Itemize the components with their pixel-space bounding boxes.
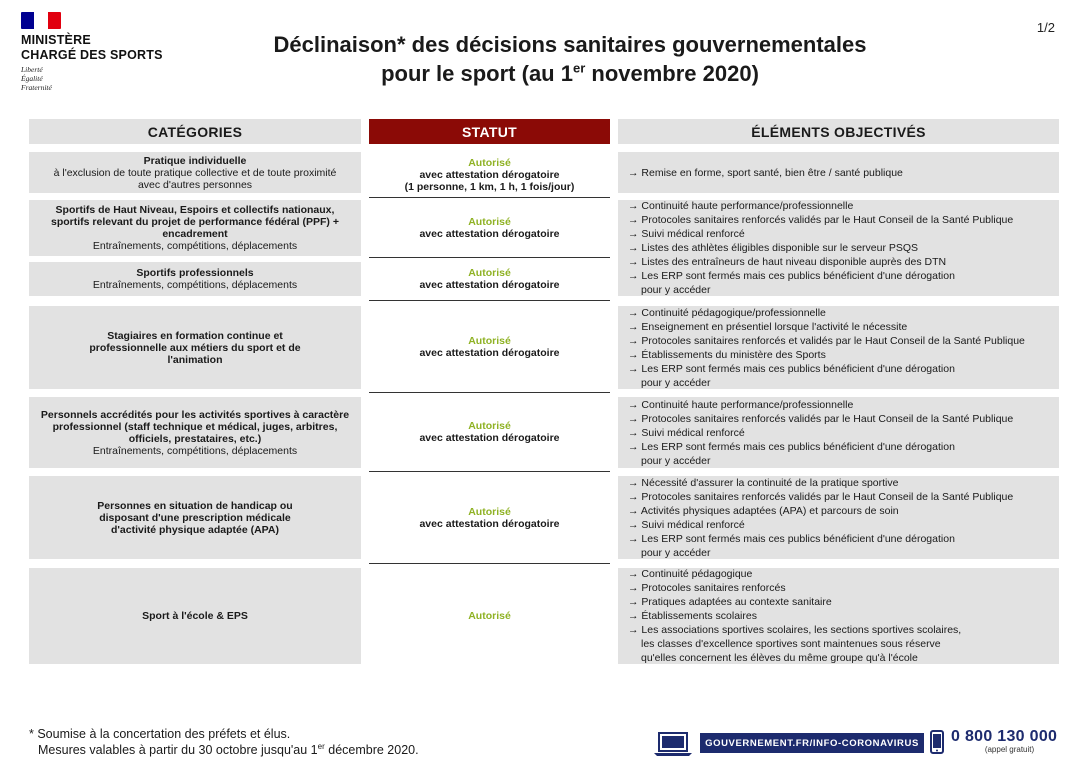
ministry-name: MINISTÈRE CHARGÉ DES SPORTS — [21, 33, 163, 62]
category-cell: Stagiaires en formation continue et professionnelle aux métiers du sport et de l'animation — [29, 306, 361, 389]
element-item-continued: pour y accéder — [641, 284, 711, 296]
status-cell: Autorisé avec attestation dérogatoire — [369, 198, 610, 258]
element-item: → Protocoles sanitaires renforcés validés par le Haut Conseil de la Santé Publique — [628, 490, 1014, 503]
elements-cell — [618, 152, 1059, 193]
element-item: → Protocoles sanitaires renforcés — [628, 582, 786, 594]
element-item: → Suivi médical renforcé — [628, 426, 745, 439]
element-item: → Les associations sportives scolaires, les sections sportives scolaires, — [628, 624, 962, 636]
hotline-number[interactable]: 0 800 130 000 — [951, 728, 1058, 745]
status-authorized: Autorisé — [468, 420, 511, 432]
header-status: STATUT — [369, 119, 610, 144]
elements-cell — [618, 476, 1059, 559]
element-item: → Activités physiques adaptées (APA) et parcours de soin — [628, 504, 899, 517]
french-flag-icon — [21, 12, 61, 29]
status-cell — [369, 564, 610, 668]
republic-motto: Liberté Égalité Fraternité — [21, 65, 52, 92]
elements-cell — [618, 306, 1059, 389]
footnote: * Soumise à la concertation des préfets et élus. Mesures valables à partir du 30 octobre jusqu'au 1er décembre 2020. — [29, 727, 419, 757]
element-item: → Protocoles sanitaires renforcés et validés par le Haut Conseil de la Santé Publique — [628, 334, 1025, 347]
gov-info-link[interactable]: GOUVERNEMENT.FR/INFO-CORONAVIRUS — [700, 733, 924, 753]
element-item-continued: pour y accéder — [641, 376, 711, 389]
element-item: → Les ERP sont fermés mais ces publics bénéficient d'une dérogation — [628, 362, 955, 375]
element-item: → Établissements du ministère des Sports — [628, 348, 826, 361]
element-item: → Listes des athlètes éligibles disponible sur le serveur PSQS — [628, 242, 919, 254]
element-item: → Continuité haute performance/professionnelle — [628, 398, 854, 411]
element-item-continued: les classes d'excellence sportives sont maintenues sous réserve — [641, 638, 941, 650]
category-cell: Personnes en situation de handicap ou disposant d'une prescription médicale d'activité physique adaptée (APA) — [29, 476, 361, 559]
element-item: → Établissements scolaires — [628, 610, 757, 622]
element-item-continued: qu'elles concernent les élèves du même groupe qu'à l'école — [641, 652, 918, 664]
element-item-continued: pour y accéder — [641, 454, 711, 467]
category-cell: Sport à l'école & EPS — [29, 568, 361, 664]
element-item: → Listes des entraîneurs de haut niveau disponible auprès des DTN — [628, 256, 947, 268]
element-item: → Continuité pédagogique — [628, 568, 753, 580]
category-cell: Sportifs de Haut Niveau, Espoirs et collectifs nationaux, sportifs relevant du projet de performance fédéral (PPF) + encadrement Entraînements, compétitions, déplacements — [29, 200, 361, 256]
hotline-note: (appel gratuit) — [984, 745, 1035, 754]
status-authorized: Autorisé — [468, 267, 511, 279]
status-cell: Autorisé avec attestation dérogatoire (1 personne, 1 km, 1 h, 1 fois/jour) — [369, 152, 610, 198]
elements-cell — [618, 200, 1059, 296]
phone-icon — [930, 730, 944, 754]
category-cell: Personnels accrédités pour les activités sportives à caractère professionnel (staff technique et médical, juges, arbitres, officiels, prestataires, etc.) Entraînements, compétitions, déplacements — [29, 397, 361, 468]
element-item: → Suivi médical renforcé — [628, 518, 745, 531]
status-authorized: Autorisé — [468, 505, 511, 518]
status-cell: Autorisé avec attestation dérogatoire — [369, 258, 610, 301]
status-authorized: Autorisé — [468, 156, 511, 169]
page-number: 1/2 — [1036, 20, 1055, 35]
header-categories: CATÉGORIES — [29, 119, 361, 144]
status-authorized: Autorisé — [468, 334, 511, 347]
element-item: → Suivi médical renforcé — [628, 228, 745, 240]
elements-cell — [618, 568, 1059, 664]
element-item: → Remise en forme, sport santé, bien être / santé publique — [628, 166, 903, 179]
element-item: → Continuité haute performance/professionnelle — [628, 200, 854, 212]
element-item: → Les ERP sont fermés mais ces publics bénéficient d'une dérogation — [628, 270, 955, 282]
element-item: → Continuité pédagogique/professionnelle — [628, 306, 826, 319]
page-title: Déclinaison* des décisions sanitaires gouvernementales pour le sport (au 1er novembre 2020) — [273, 32, 867, 86]
status-cell: Autorisé avec attestation dérogatoire — [369, 472, 610, 564]
category-cell: Pratique individuelle à l'exclusion de toute pratique collective et de toute proximité avec d'autres personnes — [29, 152, 361, 193]
status-cell: Autorisé avec attestation dérogatoire — [369, 393, 610, 472]
laptop-icon — [653, 732, 693, 756]
element-item: → Enseignement en présentiel lorsque l'activité le nécessite — [628, 320, 908, 333]
header-elements: ÉLÉMENTS OBJECTIVÉS — [618, 119, 1059, 144]
element-item: → Protocoles sanitaires renforcés validés par le Haut Conseil de la Santé Publique — [628, 412, 1014, 425]
element-item: → Nécessité d'assurer la continuité de la pratique sportive — [628, 476, 899, 489]
ministry-logo — [21, 12, 191, 92]
status-authorized: Autorisé — [468, 610, 511, 622]
element-item: → Pratiques adaptées au contexte sanitaire — [628, 596, 832, 608]
category-cell: Sportifs professionnels Entraînements, compétitions, déplacements — [29, 262, 361, 296]
element-item: → Les ERP sont fermés mais ces publics bénéficient d'une dérogation — [628, 532, 955, 545]
element-item: → Protocoles sanitaires renforcés validés par le Haut Conseil de la Santé Publique — [628, 214, 1014, 226]
elements-cell — [618, 397, 1059, 468]
element-item-continued: pour y accéder — [641, 546, 711, 559]
element-item: → Les ERP sont fermés mais ces publics bénéficient d'une dérogation — [628, 440, 955, 453]
status-authorized: Autorisé — [468, 215, 511, 228]
status-cell: Autorisé avec attestation dérogatoire — [369, 301, 610, 393]
